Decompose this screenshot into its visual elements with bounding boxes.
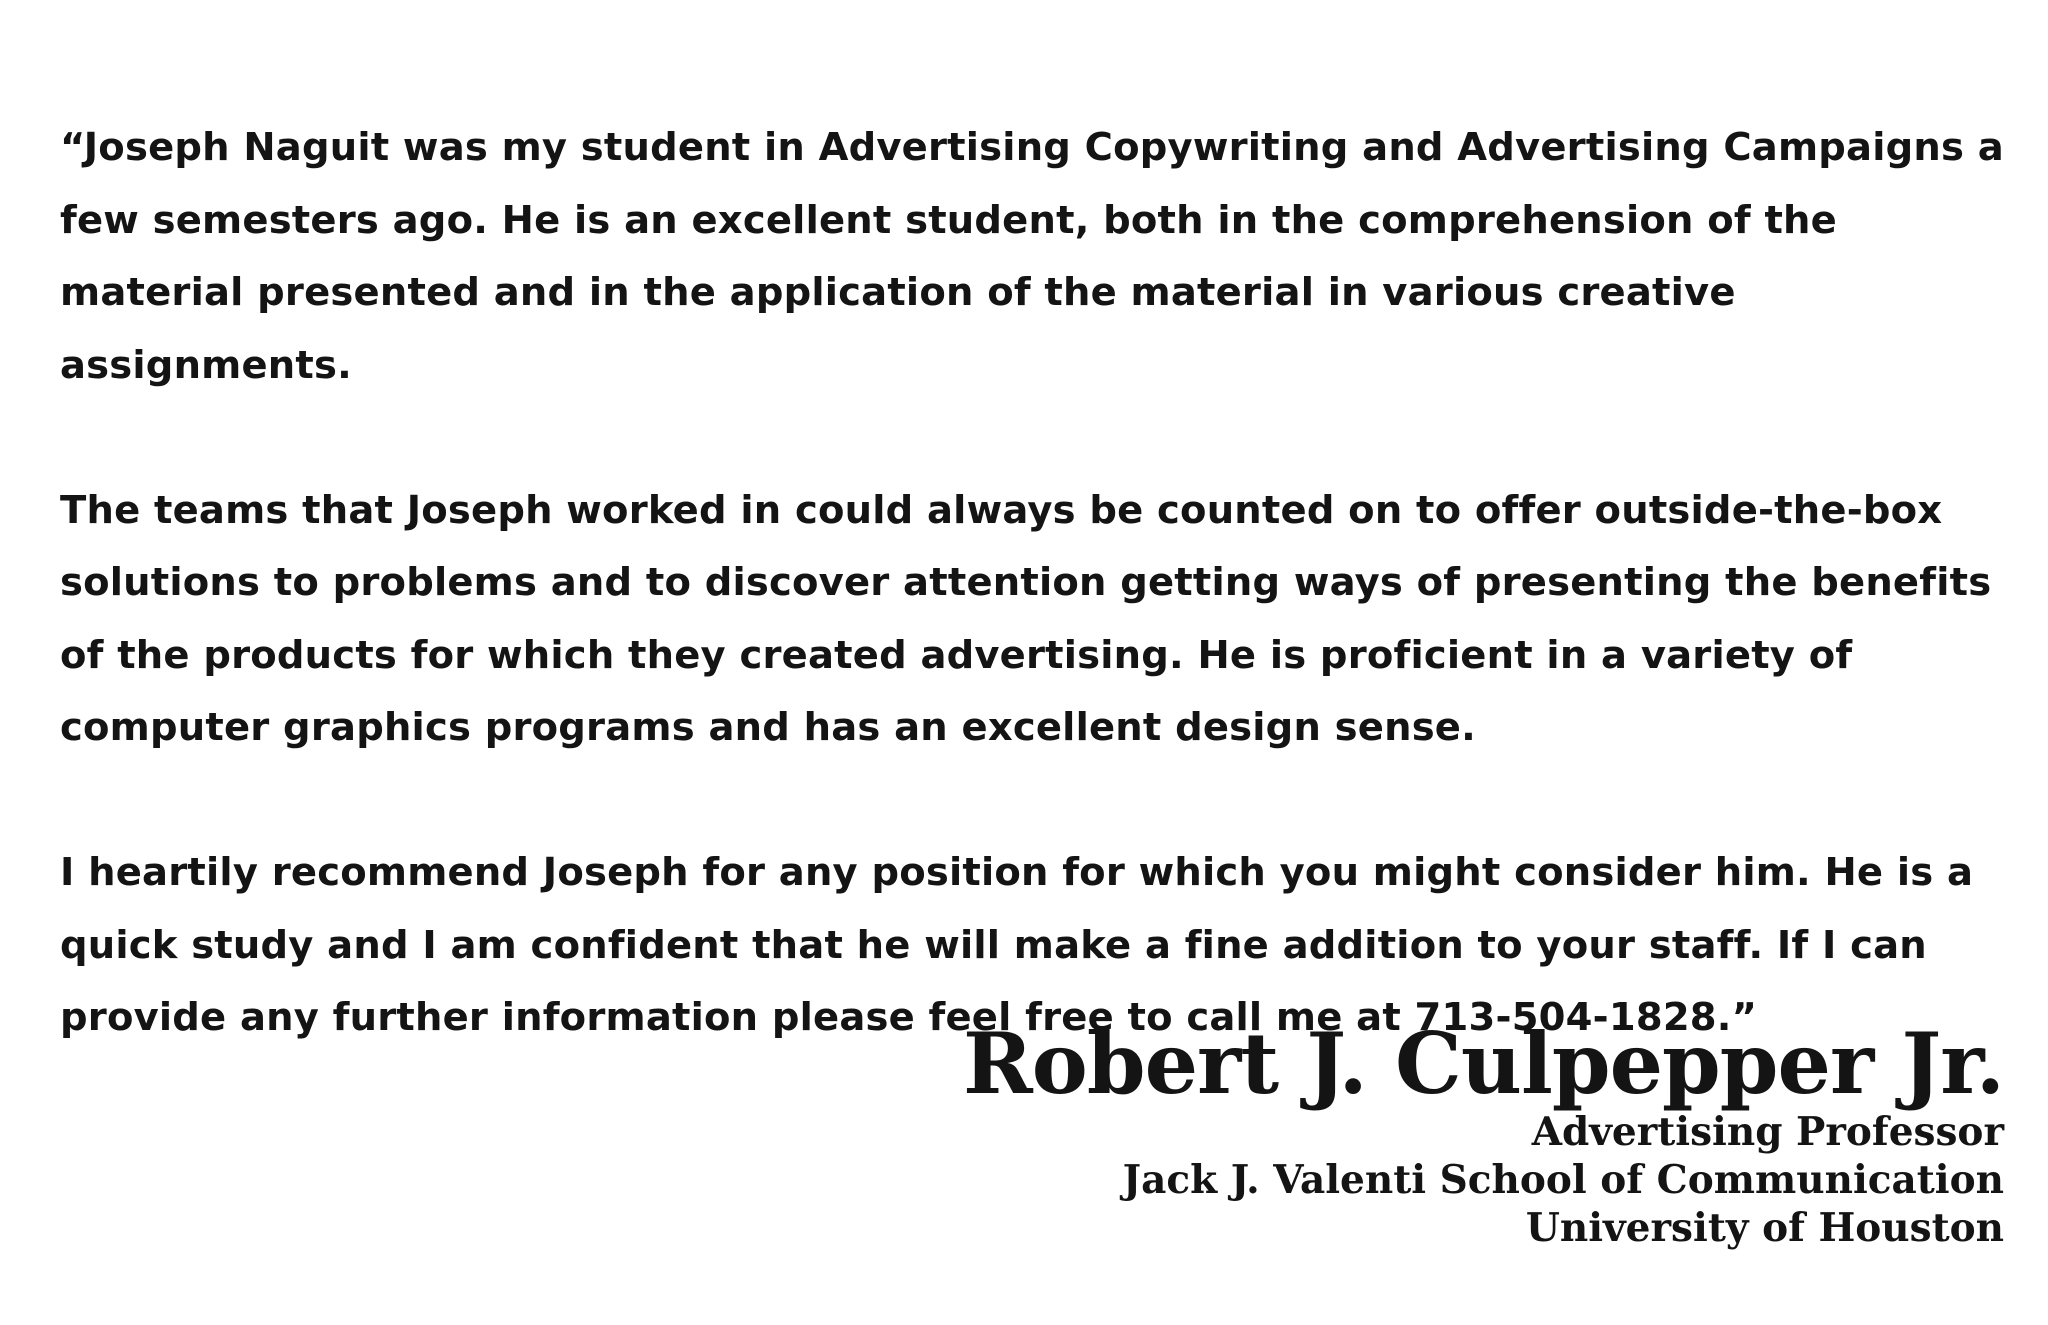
signature-title: Advertising Professor [1531, 1109, 2004, 1155]
signature-school: Jack J. Valenti School of Communication [1122, 1157, 2004, 1203]
signature-name: Robert J. Culpepper Jr. [963, 1014, 2004, 1113]
letter-paragraph-2: The teams that Joseph worked in could always be counted on to offer outside-the-box solutions to problems and to discover attention getting ways of presenting the benefits of the products for which they created advertising. He is proficient in a variety of computer graphics programs and has an excellent design sense. [60, 487, 1992, 750]
signature-university: University of Houston [1525, 1205, 2004, 1251]
letter-paragraph-1: “Joseph Naguit was my student in Advertising Copywriting and Advertising Campaigns a few semesters ago. He is an excellent student, both in the comprehension of the material presented and in the application of the material in various creative assignments. [60, 125, 2004, 388]
signature-block [963, 1014, 2004, 1252]
recommendation-letter [60, 112, 2010, 1055]
letter-paragraph-3: I heartily recommend Joseph for any position for which you might consider him. He is a quick study and I am confident that he will make a fine addition to your staff. If I can provide any further information please feel free to call me at 713-504-1828.” [60, 850, 1974, 1040]
